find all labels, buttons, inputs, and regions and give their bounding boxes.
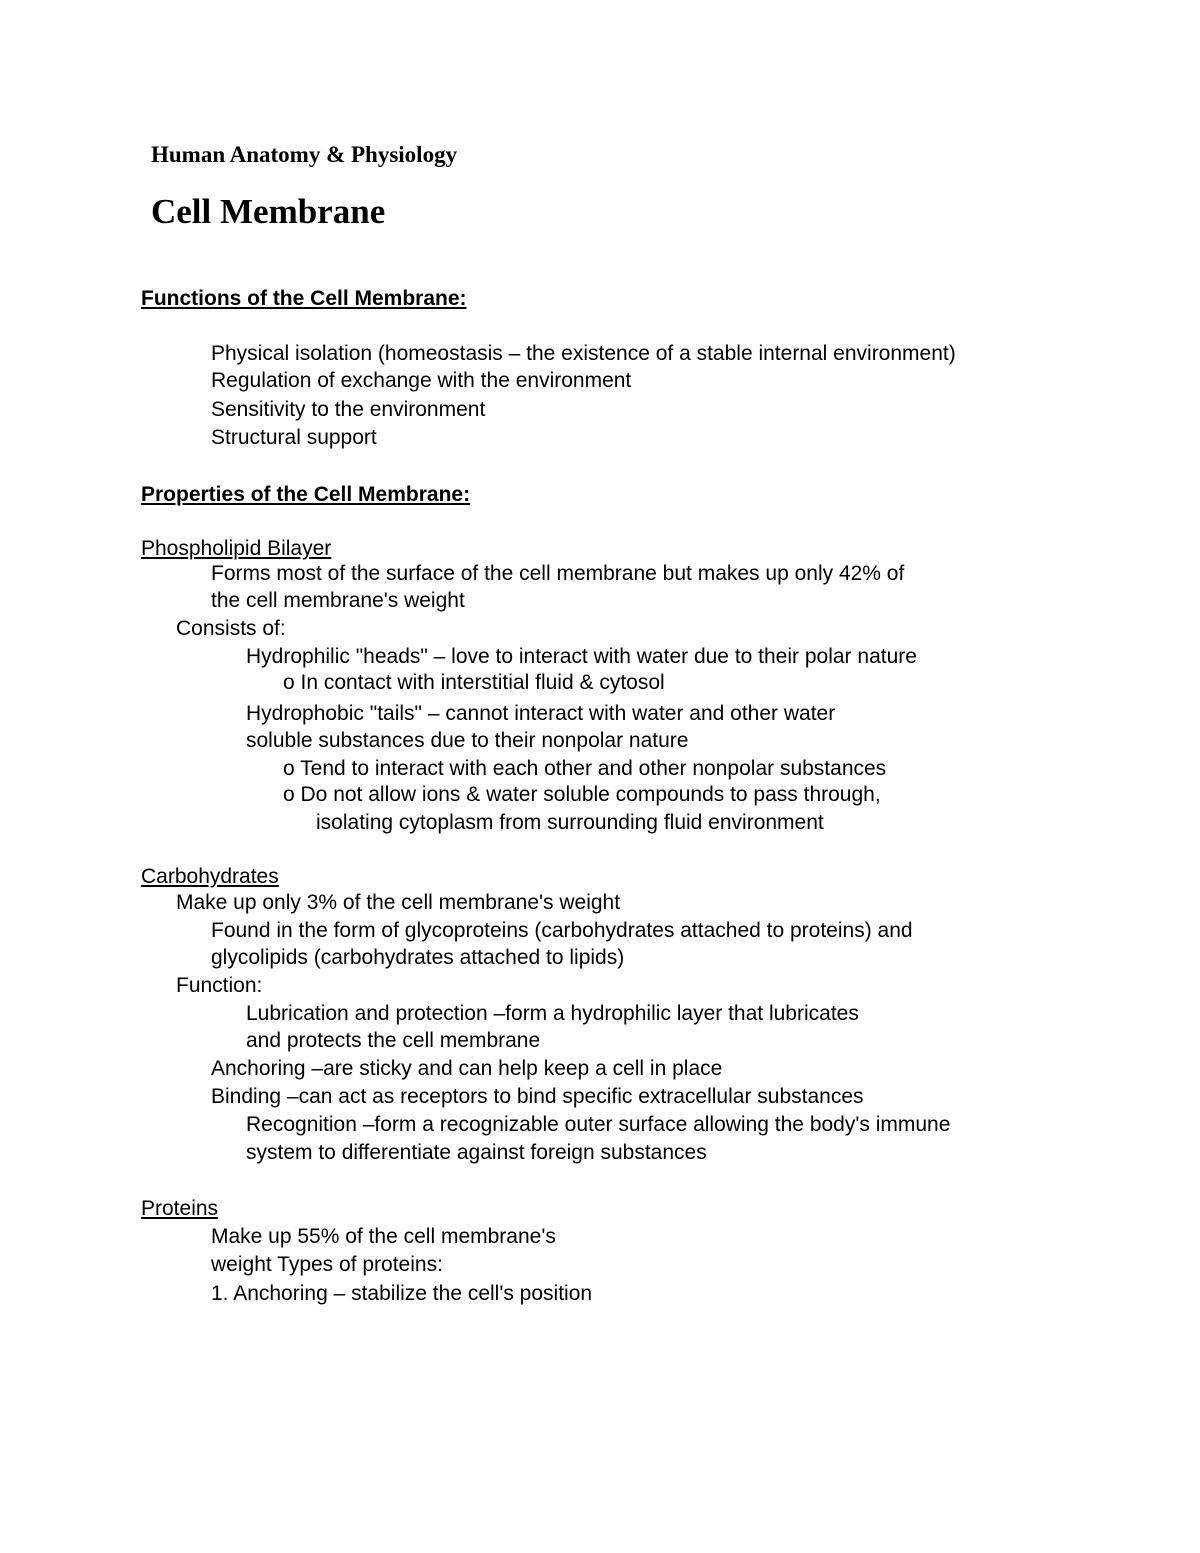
function-item: Physical isolation (homeostasis – the existence of a stable internal environment): [211, 342, 956, 365]
phospholipid-desc-line: Forms most of the surface of the cell membrane but makes up only 42% of: [211, 562, 905, 585]
page-title: Cell Membrane: [151, 192, 386, 231]
lubrication-line: and protects the cell membrane: [246, 1029, 541, 1052]
carbohydrates-form-line: Found in the form of glycoproteins (carbohydrates attached to proteins) and: [211, 919, 913, 942]
hydrophilic-heads-text: Hydrophilic "heads" – love to interact with water due to their polar nature: [246, 645, 917, 668]
phospholipid-heading: Phospholipid Bilayer: [141, 537, 332, 560]
function-item: Regulation of exchange with the environment: [211, 369, 632, 392]
properties-heading: Properties of the Cell Membrane:: [141, 483, 471, 506]
proteins-weight-line: weight Types of proteins:: [211, 1253, 443, 1276]
phospholipid-desc-line: the cell membrane's weight: [211, 589, 465, 612]
binding-text: Binding –can act as receptors to bind specific extracellular substances: [211, 1085, 864, 1108]
function-item: Structural support: [211, 426, 377, 449]
consists-label: Consists of:: [176, 617, 286, 640]
recognition-line: Recognition –form a recognizable outer surface allowing the body's immune: [246, 1113, 951, 1136]
carbohydrates-weight: Make up only 3% of the cell membrane's weight: [176, 891, 621, 914]
hydrophobic-tails-text: soluble substances due to their nonpolar nature: [246, 729, 689, 752]
carbohydrates-form-line: glycolipids (carbohydrates attached to lipids): [211, 946, 625, 969]
functions-heading: Functions of the Cell Membrane:: [141, 287, 467, 310]
protein-type-item: 1. Anchoring – stabilize the cell's position: [211, 1282, 593, 1305]
tails-sub-bullet: o Do not allow ions & water soluble compounds to pass through,: [283, 783, 881, 806]
heads-sub-bullet: o In contact with interstitial fluid & cytosol: [283, 671, 665, 694]
proteins-weight-line: Make up 55% of the cell membrane's: [211, 1225, 556, 1248]
recognition-line: system to differentiate against foreign substances: [246, 1141, 707, 1164]
tails-sub-bullet-continuation: isolating cytoplasm from surrounding fluid environment: [316, 811, 824, 834]
proteins-heading: Proteins: [141, 1197, 219, 1220]
anchoring-text: Anchoring –are sticky and can help keep a cell in place: [211, 1057, 723, 1080]
tails-sub-bullet: o Tend to interact with each other and other nonpolar substances: [283, 757, 887, 780]
hydrophobic-tails-text: Hydrophobic "tails" – cannot interact with water and other water: [246, 702, 836, 725]
course-title: Human Anatomy & Physiology: [151, 142, 458, 167]
function-label: Function:: [176, 974, 263, 997]
function-item: Sensitivity to the environment: [211, 398, 486, 421]
carbohydrates-heading: Carbohydrates: [141, 865, 279, 888]
lubrication-line: Lubrication and protection –form a hydrophilic layer that lubricates: [246, 1002, 859, 1025]
